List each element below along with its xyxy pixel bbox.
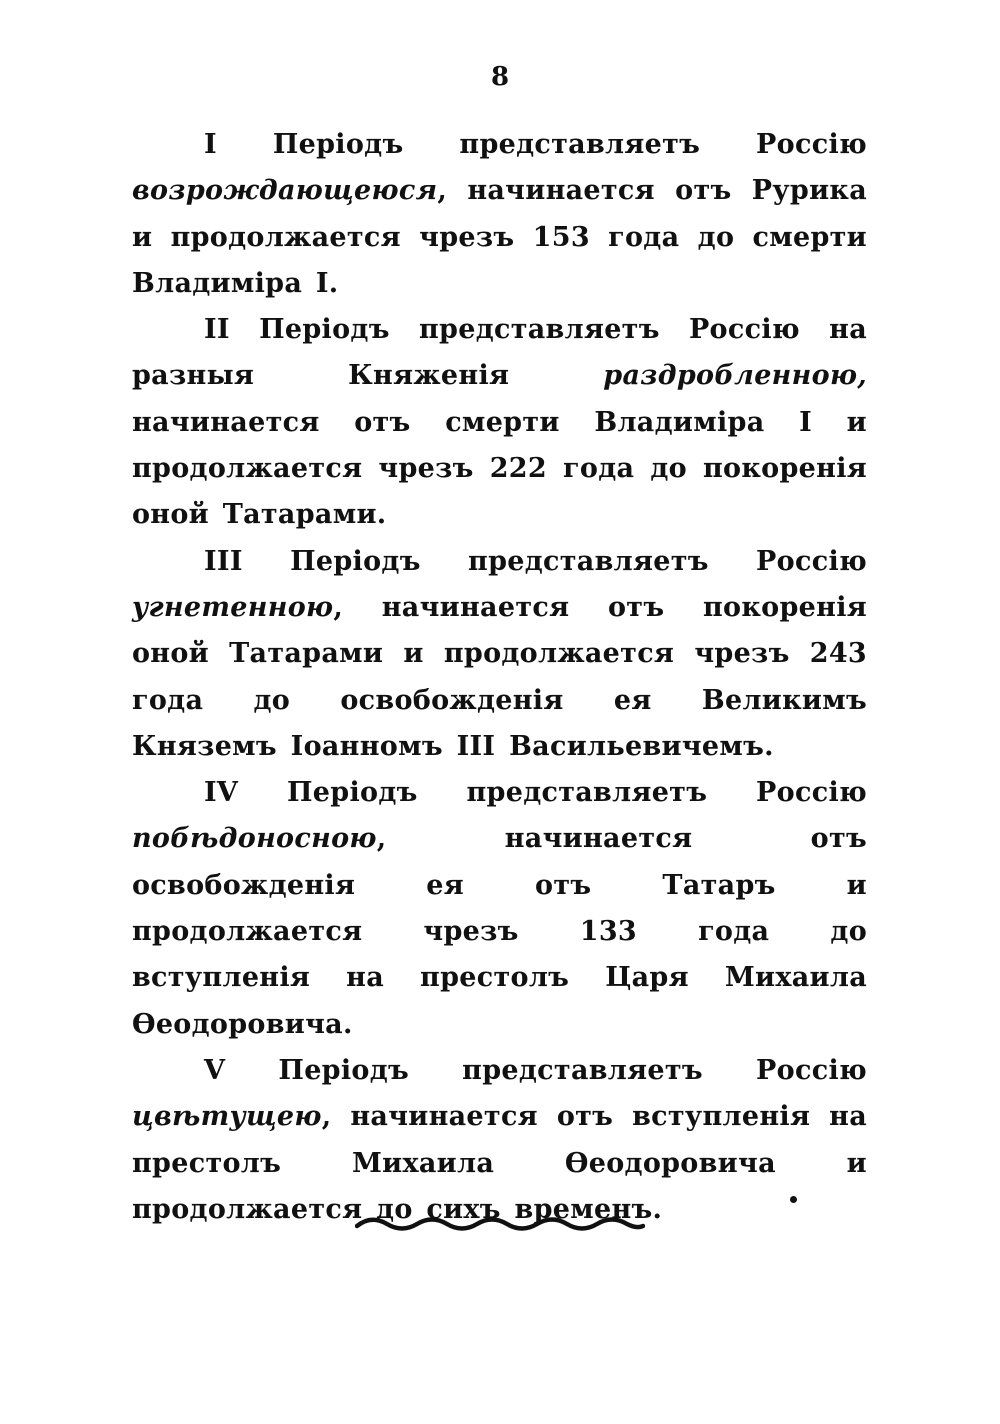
paragraph-text: , начинается отъ вступленія на престолъ Михаила Ѳеодоровича и продолжается до сихъ временъ. [132,1101,867,1225]
paragraph-period-5 [132,1048,867,1233]
paragraph-period-2 [132,307,867,538]
paragraph-italic: угнетенною [132,591,334,623]
paragraph-text: II Періодъ представляетъ Россію на разныя Княженія [132,314,867,392]
paragraph-period-3 [132,539,867,770]
paragraph-italic: возрождающеюся [132,175,438,207]
text-body [132,122,867,1233]
paragraph-period-1 [132,122,867,307]
paragraph-italic: цвѣтущею [132,1101,322,1133]
page-number: 8 [490,62,510,92]
paragraph-period-4 [132,770,867,1048]
paragraph-text: IV Періодъ представляетъ Россію [204,777,867,809]
paragraph-italic: раздробленною, [603,360,867,392]
paragraph-text: V Періодъ представляетъ Россію [204,1054,867,1086]
wavy-line-ornament-icon [355,1212,645,1238]
paragraph-text: , начинается отъ освобожденія ея отъ Татаръ и продолжается чрезъ 133 года до вступленія на престолъ Царя Михаила Ѳеодоровича. [132,823,867,1040]
paragraph-text: , начинается отъ покоренія оной Татарами и продолжается чрезъ 243 года до освобожденія ея Великимъ Княземъ Іоанномъ III Васильевичемъ. [132,591,867,762]
paragraph-text: начинается отъ смерти Владиміра I и продолжается чрезъ 222 года до покоренія оной Татарами. [132,406,867,531]
paragraph-text: , начинается отъ Рурика и продолжается чрезъ 153 года до смерти Владиміра I. [132,175,867,299]
paragraph-italic: побѣдоносною [132,823,377,855]
ink-dot [790,1196,797,1203]
paragraph-text: I Періодъ представляетъ Россію [204,129,867,160]
paragraph-text: III Періодъ представляетъ Россію [204,545,867,577]
